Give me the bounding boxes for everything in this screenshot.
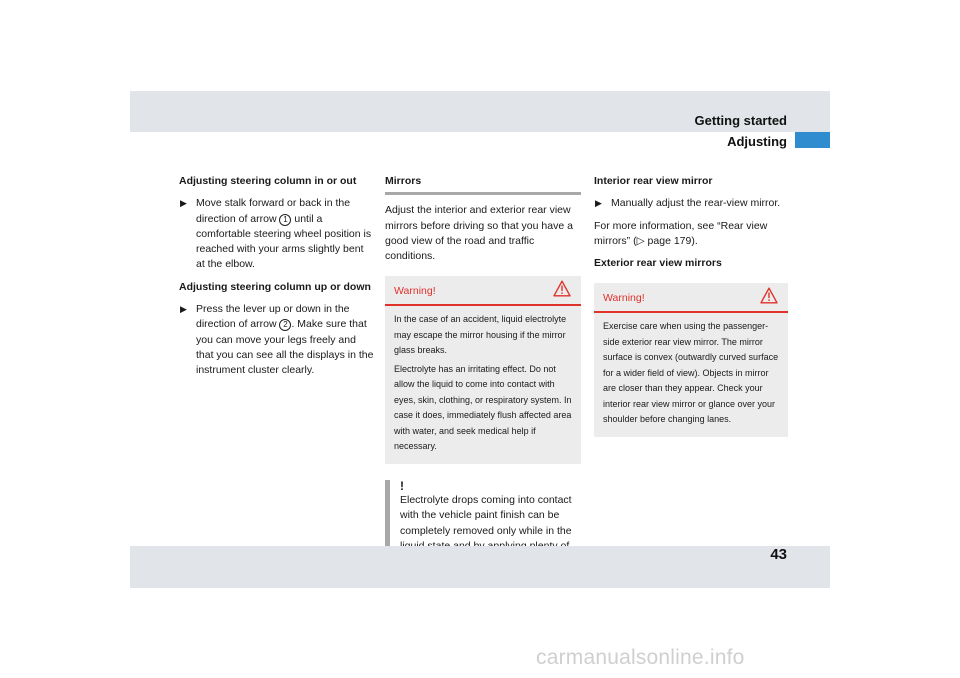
section-accent-tab <box>795 132 830 148</box>
warning-triangle-icon <box>760 287 778 304</box>
triangle-right-icon: ▶ <box>180 198 187 209</box>
warning-paragraph: Electrolyte has an irritating effect. Do not allow the liquid to come into contact with eyes, skin, clothing, or respiratory system. In case it does, immediately flush affected area with water, and seek medical help if necessary. <box>394 363 572 452</box>
warning-body <box>594 313 788 437</box>
step-text: Press the lever up or down in the direction of arrow <box>196 303 350 331</box>
arrow-number-badge: 1 <box>279 214 291 226</box>
step-text: Manually adjust the rear-view mirror. <box>611 197 781 210</box>
instruction-step <box>594 196 788 211</box>
footer-band <box>130 546 830 588</box>
step-text: . Make sure that you can move your legs freely and that you can see all the displays in the instrument cluster clearly. <box>196 318 374 377</box>
notice-text: Electrolyte drops coming into contact with the vehicle paint finish can be completely removed only while in the <box>400 493 572 537</box>
step-text: Move stalk forward or back in the direction of arrow <box>196 197 351 225</box>
subheading-exterior-mirrors: Exterior rear view mirrors <box>594 257 722 270</box>
warning-header <box>385 276 581 306</box>
arrow-number-badge: 2 <box>279 319 291 331</box>
page-number: 43 <box>770 546 787 563</box>
subheading-up-down: Adjusting steering column up or down <box>179 280 371 293</box>
instruction-step <box>179 302 375 378</box>
header-subsection-title: Adjusting <box>727 134 787 149</box>
warning-box-electrolyte <box>385 276 581 464</box>
warning-paragraph: In the case of an accident, liquid electrolyte may escape the mirror housing if the mirror glass breaks. <box>394 314 567 356</box>
section-title-mirrors: Mirrors <box>385 174 581 195</box>
mirrors-intro: Adjust the interior and exterior rear view mirrors before driving so that you have a good view of the road and traffic conditions. <box>385 204 573 263</box>
warning-triangle-icon <box>553 280 571 297</box>
subheading-interior-mirror: Interior rear view mirror <box>594 175 713 187</box>
triangle-right-icon: ▶ <box>180 304 187 315</box>
warning-box-convex-mirror <box>594 283 788 437</box>
watermark-text: carmanualsonline.info <box>536 646 745 669</box>
warning-header <box>594 283 788 313</box>
triangle-right-icon: ▶ <box>595 198 602 209</box>
warning-title: Warning! <box>394 285 436 298</box>
column-rear-view-mirrors <box>594 174 788 447</box>
exclamation-icon: ! <box>400 478 404 493</box>
subheading-in-out: Adjusting steering column in or out <box>179 175 357 187</box>
warning-body <box>385 306 581 464</box>
page-reference: For more information, see “Rear view mirrors” (▷ page 179). <box>594 219 768 247</box>
column-mirrors <box>385 174 581 569</box>
column-steering <box>179 174 375 386</box>
header-section-title: Getting started <box>694 113 787 128</box>
step-text: until a comfortable steering wheel position is reached with your arms slightly bent at the elbow. <box>196 212 372 271</box>
warning-title: Warning! <box>603 292 645 305</box>
instruction-step <box>179 196 375 272</box>
warning-paragraph: Exercise care when using the passenger-side exterior rear view mirror. The mirror surface is convex (outwardly curved surface for a wider field of view). Objects in mirror are closer than they appear. Check your interior rear view mirror or glance over your shoulder before changing lanes. <box>603 321 779 425</box>
